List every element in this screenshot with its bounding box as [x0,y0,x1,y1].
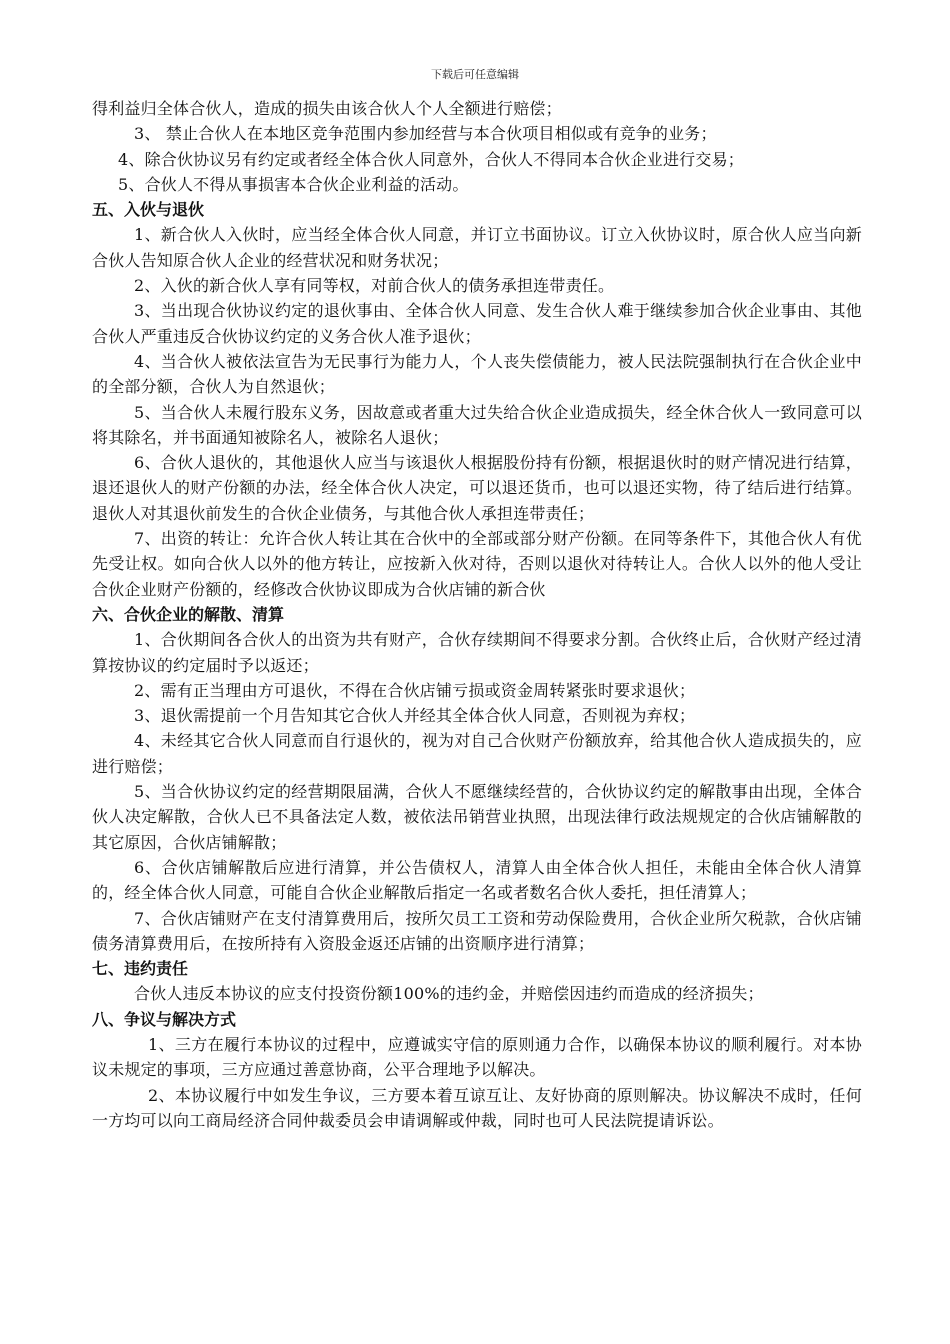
paragraph: 4、除合伙协议另有约定或者经全体合伙人同意外，合伙人不得同本合伙企业进行交易； [118,149,744,169]
paragraph: 5、当合伙协议约定的经营期限届满，合伙人不愿继续经营的，合伙协议约定的解散事由出现，全体合伙人决定解散，合伙人已不具备法定人数，被依法吊销营业执照，出现法律行政法规规定的合伙店铺解散的其它原因，合伙店铺解散； [92,782,862,852]
document-body [92,96,862,1133]
section-heading: 六、合伙企业的解散、清算 [92,604,285,624]
header-note: 下载后可任意编辑 [431,68,519,81]
paragraph: 5、合伙人不得从事损害本合伙企业利益的活动。 [118,174,469,194]
paragraph: 1、新合伙人入伙时，应当经全体合伙人同意，并订立书面协议。订立入伙协议时，原合伙人应当向新合伙人告知原合伙人企业的经营状况和财务状况； [92,225,862,270]
paragraph: 6、合伙店铺解散后应进行清算，并公告债权人，清算人由全体合伙人担任，未能由全体合伙人清算的，经全体合伙人同意，可能自合伙企业解散后指定一名或者数名合伙人委托，担任清算人； [92,857,862,903]
paragraph: 7、合伙店铺财产在支付清算费用后，按所欠员工工资和劳动保险费用，合伙企业所欠税款，合伙店铺债务清算费用后，在按所持有入资股金返还店铺的出资顺序进行清算； [92,908,862,953]
paragraph: 3、 禁止合伙人在本地区竞争范围内参加经营与本合伙项目相似或有竞争的业务； [134,124,717,144]
section-heading: 七、违约责任 [92,959,189,979]
paragraph: 4、当合伙人被依法宣告为无民事行为能力人，个人丧失偿债能力，被人民法院强制执行在合伙企业中的全部分额，合伙人为自然退伙； [92,351,862,397]
paragraph: 4、未经其它合伙人同意而自行退伙的，视为对自己合伙财产份额放弃，给其他合伙人造成损失的，应进行赔偿； [92,731,862,776]
paragraph: 1、合伙期间各合伙人的出资为共有财产，合伙存续期间不得要求分割。合伙终止后，合伙财产经过清算按协议的约定届时予以返还； [92,630,862,675]
paragraph: 合伙人违反本协议的应支付投资份额100%的违约金，并赔偿因违约而造成的经济损失； [134,984,764,1004]
paragraph: 2、本协议履行中如发生争议，三方要本着互谅互让、友好协商的原则解决。协议解决不成时，任何一方均可以向工商局经济合同仲裁委员会申请调解或仲裁，同时也可人民法院提请诉讼。 [92,1085,862,1130]
paragraph: 3、当出现合伙协议约定的退伙事由、全体合伙人同意、发生合伙人难于继续参加合伙企业事由、其他合伙人严重违反合伙协议约定的义务合伙人准予退伙； [92,301,862,346]
paragraph: 2、入伙的新合伙人享有同等权，对前合伙人的债务承担连带责任。 [134,276,615,296]
paragraph: 5、当合伙人未履行股东义务，因故意或者重大过失给合伙企业造成损失，经全休合伙人一致同意可以将其除名，并书面通知被除名人，被除名人退伙； [92,402,862,447]
paragraph: 1、三方在履行本协议的过程中，应遵诚实守信的原则通力合作，以确保本协议的顺利履行。对本协议未规定的事项，三方应通过善意协商，公平合理地予以解决。 [92,1034,862,1080]
paragraph: 3、退伙需提前一个月告知其它合伙人并经其全体合伙人同意，否则视为弃权； [134,706,696,726]
section-heading: 八、争议与解决方式 [92,1009,237,1029]
section-heading: 五、入伙与退伙 [92,200,205,220]
paragraph: 2、需有正当理由方可退伙，不得在合伙店铺亏损或资金周转紧张时要求退伙； [134,680,696,700]
paragraph: 6、合伙人退伙的，其他退伙人应当与该退伙人根据股份持有份额，根据退伙时的财产情况进行结算，退还退伙人的财产份额的办法，经全体合伙人决定，可以退还货币，也可以退还实物，待了结后进行结算。退伙人对其退伙前发生的合伙企业债务，与其他合伙人承担连带责任； [92,453,862,523]
paragraph: 7、出资的转让：允许合伙人转让其在合伙中的全部或部分财产份额。在同等条件下，其他合伙人有优先受让权。如向合伙人以外的他方转让，应按新入伙对待，否则以退伙对待转让人。合伙人以外的他人受让合伙企业财产份额的，经修改合伙协议即成为合伙店铺的新合伙 [92,529,862,599]
paragraph: 得利益归全体合伙人，造成的损失由该合伙人个人全额进行赔偿； [92,99,562,118]
